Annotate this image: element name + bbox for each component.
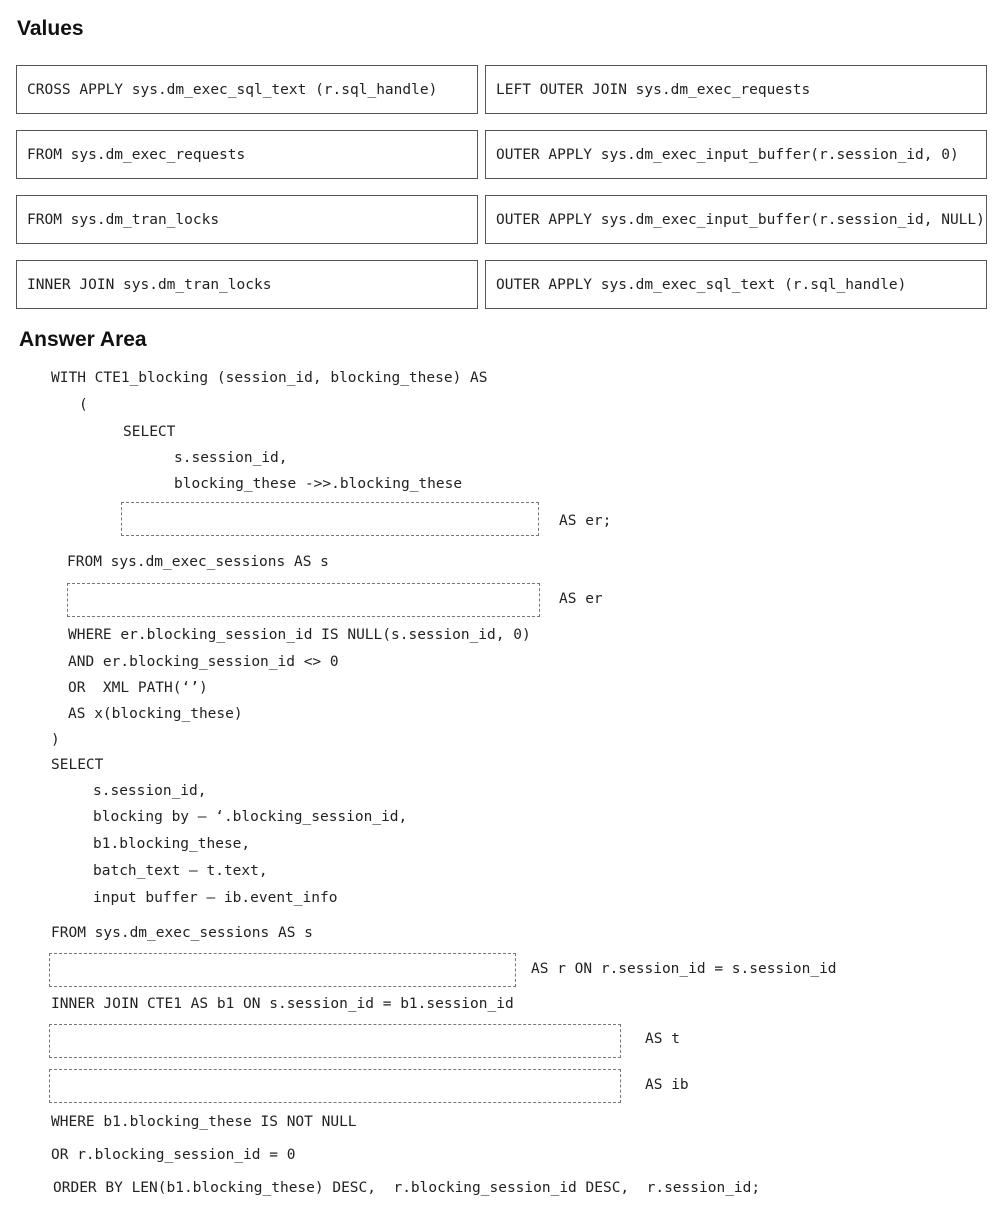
value-tile-outer-apply-sql-text[interactable]: OUTER APPLY sys.dm_exec_sql_text (r.sql_handle) <box>485 260 987 309</box>
code-line-select-2: SELECT <box>51 757 104 773</box>
code-line-inner-join-cte1: INNER JOIN CTE1 AS b1 ON s.session_id = b1.session_id <box>51 996 514 1012</box>
value-tile-cross-apply-sql-text[interactable]: CROSS APPLY sys.dm_exec_sql_text (r.sql_handle) <box>16 65 478 114</box>
drop-slot-1[interactable] <box>121 502 539 536</box>
code-line-as-t: AS t <box>645 1031 680 1047</box>
code-line-input-buffer: input buffer – ib.event_info <box>93 890 338 906</box>
values-heading: Values <box>17 17 84 40</box>
answer-area-heading: Answer Area <box>19 328 147 351</box>
code-line-or-r: OR r.blocking_session_id = 0 <box>51 1147 296 1163</box>
value-tile-left-outer-join-requests[interactable]: LEFT OUTER JOIN sys.dm_exec_requests <box>485 65 987 114</box>
code-line-blocking-by: blocking by – ‘.blocking_session_id, <box>93 809 408 825</box>
code-line-and-er: AND er.blocking_session_id <> 0 <box>68 654 339 670</box>
drop-slot-2[interactable] <box>67 583 540 617</box>
code-line-as-x: AS x(blocking_these) <box>68 706 243 722</box>
value-tile-outer-apply-input-buffer-null[interactable]: OUTER APPLY sys.dm_exec_input_buffer(r.session_id, NULL) <box>485 195 987 244</box>
value-tile-outer-apply-input-buffer-0[interactable]: OUTER APPLY sys.dm_exec_input_buffer(r.session_id, 0) <box>485 130 987 179</box>
code-line-where-b1: WHERE b1.blocking_these IS NOT NULL <box>51 1114 357 1130</box>
value-tile-from-tran-locks[interactable]: FROM sys.dm_tran_locks <box>16 195 478 244</box>
code-line-from-sessions-2: FROM sys.dm_exec_sessions AS s <box>51 925 313 941</box>
code-line-select-1: SELECT <box>123 424 176 440</box>
code-line-or-xml: OR XML PATH(‘’) <box>68 680 208 696</box>
code-line-open-paren: ( <box>79 397 88 413</box>
value-tile-inner-join-tran-locks[interactable]: INNER JOIN sys.dm_tran_locks <box>16 260 478 309</box>
code-line-where-er: WHERE er.blocking_session_id IS NULL(s.session_id, 0) <box>68 627 531 643</box>
code-line-as-er: AS er <box>559 591 603 607</box>
code-line-as-r-on: AS r ON r.session_id = s.session_id <box>531 961 837 977</box>
value-tile-from-requests[interactable]: FROM sys.dm_exec_requests <box>16 130 478 179</box>
code-line-blocking-these: blocking_these ->>.blocking_these <box>174 476 463 492</box>
code-line-as-er-semicolon: AS er; <box>559 513 612 529</box>
code-line-session-id-2: s.session_id, <box>93 783 207 799</box>
code-line-close-paren: ) <box>51 732 60 748</box>
code-line-batch-text: batch_text – t.text, <box>93 863 268 879</box>
code-line-order-by: ORDER BY LEN(b1.blocking_these) DESC, r.blocking_session_id DESC, r.session_id; <box>53 1180 761 1196</box>
code-line-from-sessions-1: FROM sys.dm_exec_sessions AS s <box>67 554 329 570</box>
drop-slot-4[interactable] <box>49 1024 621 1058</box>
code-line-b1-blocking-these: b1.blocking_these, <box>93 836 251 852</box>
code-line-with-cte: WITH CTE1_blocking (session_id, blocking_these) AS <box>51 370 488 386</box>
drop-slot-5[interactable] <box>49 1069 621 1103</box>
code-line-session-id-1: s.session_id, <box>174 450 288 466</box>
drop-slot-3[interactable] <box>49 953 516 987</box>
code-line-as-ib: AS ib <box>645 1077 689 1093</box>
